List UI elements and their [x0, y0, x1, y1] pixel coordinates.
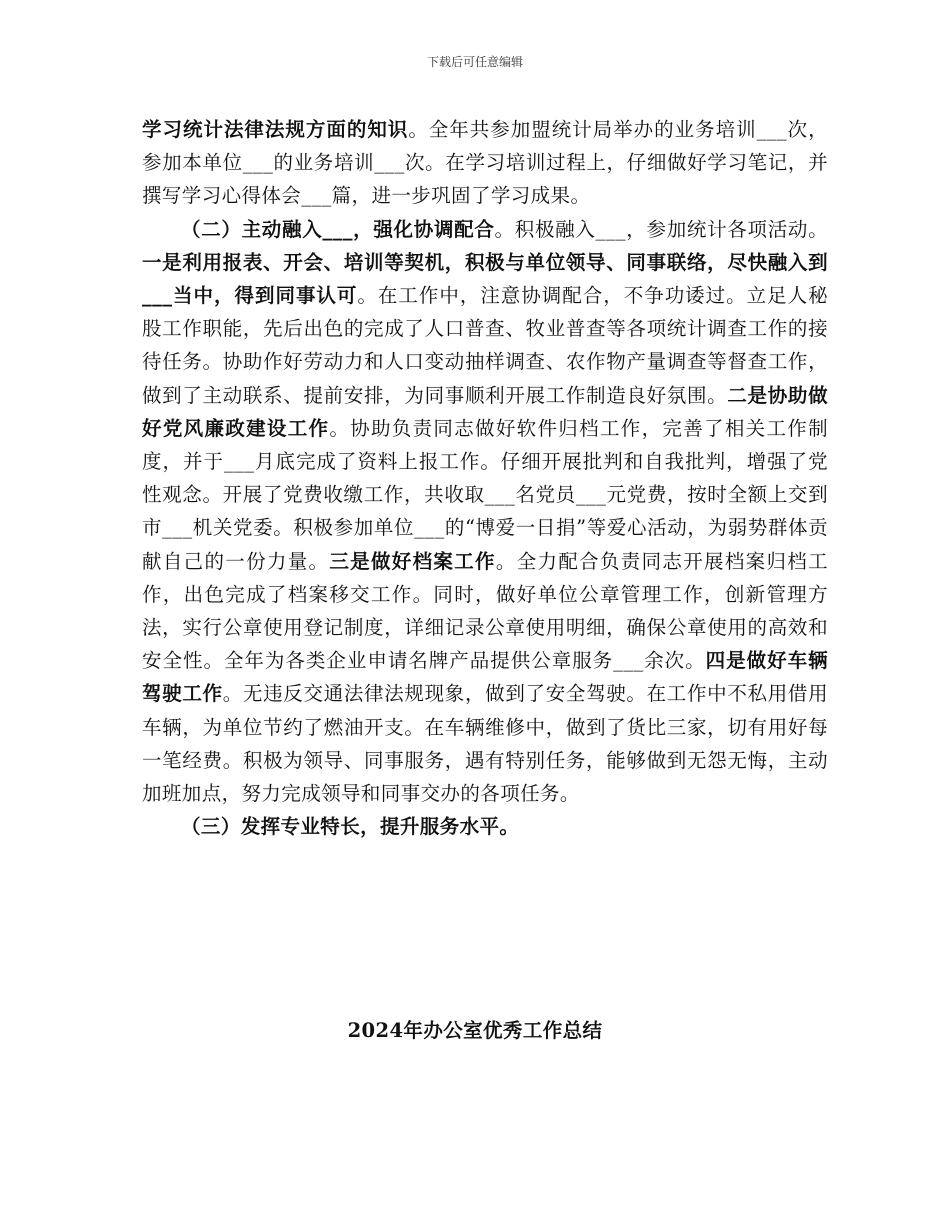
document-title: 2024年办公室优秀工作总结	[347, 1019, 603, 1042]
text-bold: 二是协助做好党风廉政建设工作	[142, 383, 828, 440]
text-bold: 三是做好档案工作	[329, 549, 496, 573]
document-body	[142, 113, 828, 843]
section-heading: （二）主动融入___，强化协调配合	[181, 217, 495, 241]
text-run: 。在工作中，注意协调配合，不争功诿过。立足人秘股工作职能，先后出色的完成了人口普查、牧业普查等各项统计调查工作的接待任务。协助作好劳动力和人口变动抽样调查、农作物产量调查等督查工作，做到了主动联系、提前安排，为同事顺利开展工作制造良好氛围。	[142, 284, 828, 407]
text-run: 。全力配合负责同志开展档案归档工作，出色完成了档案移交工作。同时，做好单位公章管理工作，创新管理方法，实行公章使用登记制度，详细记录公章使用明细，确保公章使用的高效和安全性。全年为各类企业申请名牌产品提供公章服务___余次。	[142, 549, 829, 673]
text-bold: 学习统计法律法规方面的知识	[142, 118, 409, 141]
text-run: 。积极融入___，参加统计各项活动。	[494, 217, 828, 241]
text-bold: 四是做好车辆驾驶工作	[142, 649, 828, 706]
text-run: 。无违反交通法律法规现象，做到了安全驾驶。在工作中不私用借用车辆，为单位节约了燃油开支。在车辆维修中，做到了货比三家，切有用好每一笔经费。积极为领导、同事服务，遇有特别任务，能够做到无怨无悔，主动加班加点，努力完成领导和同事交办的各项任务。	[142, 682, 828, 806]
paragraph-2	[142, 213, 828, 811]
page-header: 下载后可任意编辑	[426, 55, 523, 69]
text-run: 。全年共参加盟统计局举办的业务培训___次，参加本单位___的业务培训___次。在学习培训过程上，仔细做好学习笔记，并撰写学习心得体会___篇，进一步巩固了学习成果。	[142, 118, 828, 208]
section-heading: （三）发挥专业特长，提升服务水平。	[181, 815, 520, 839]
paragraph-1	[142, 113, 828, 213]
text-run: 。协助负责同志做好软件归档工作，完善了相关工作制度，并于___月底完成了资料上报工作。仔细开展批判和自我批判，增强了党性观念。开展了党费收缴工作，共收取___名党员___元党费，按时全额上交到市___机关党委。积极参加单位___的“博爱一日捐”等爱心活动，为弱势群体贡献自己的一份力量。	[142, 416, 828, 573]
paragraph-3	[142, 810, 828, 843]
text-bold: 一是利用报表、开会、培训等契机，积极与单位领导、同事联络，尽快融入到___当中，得到同事认可	[142, 250, 828, 308]
